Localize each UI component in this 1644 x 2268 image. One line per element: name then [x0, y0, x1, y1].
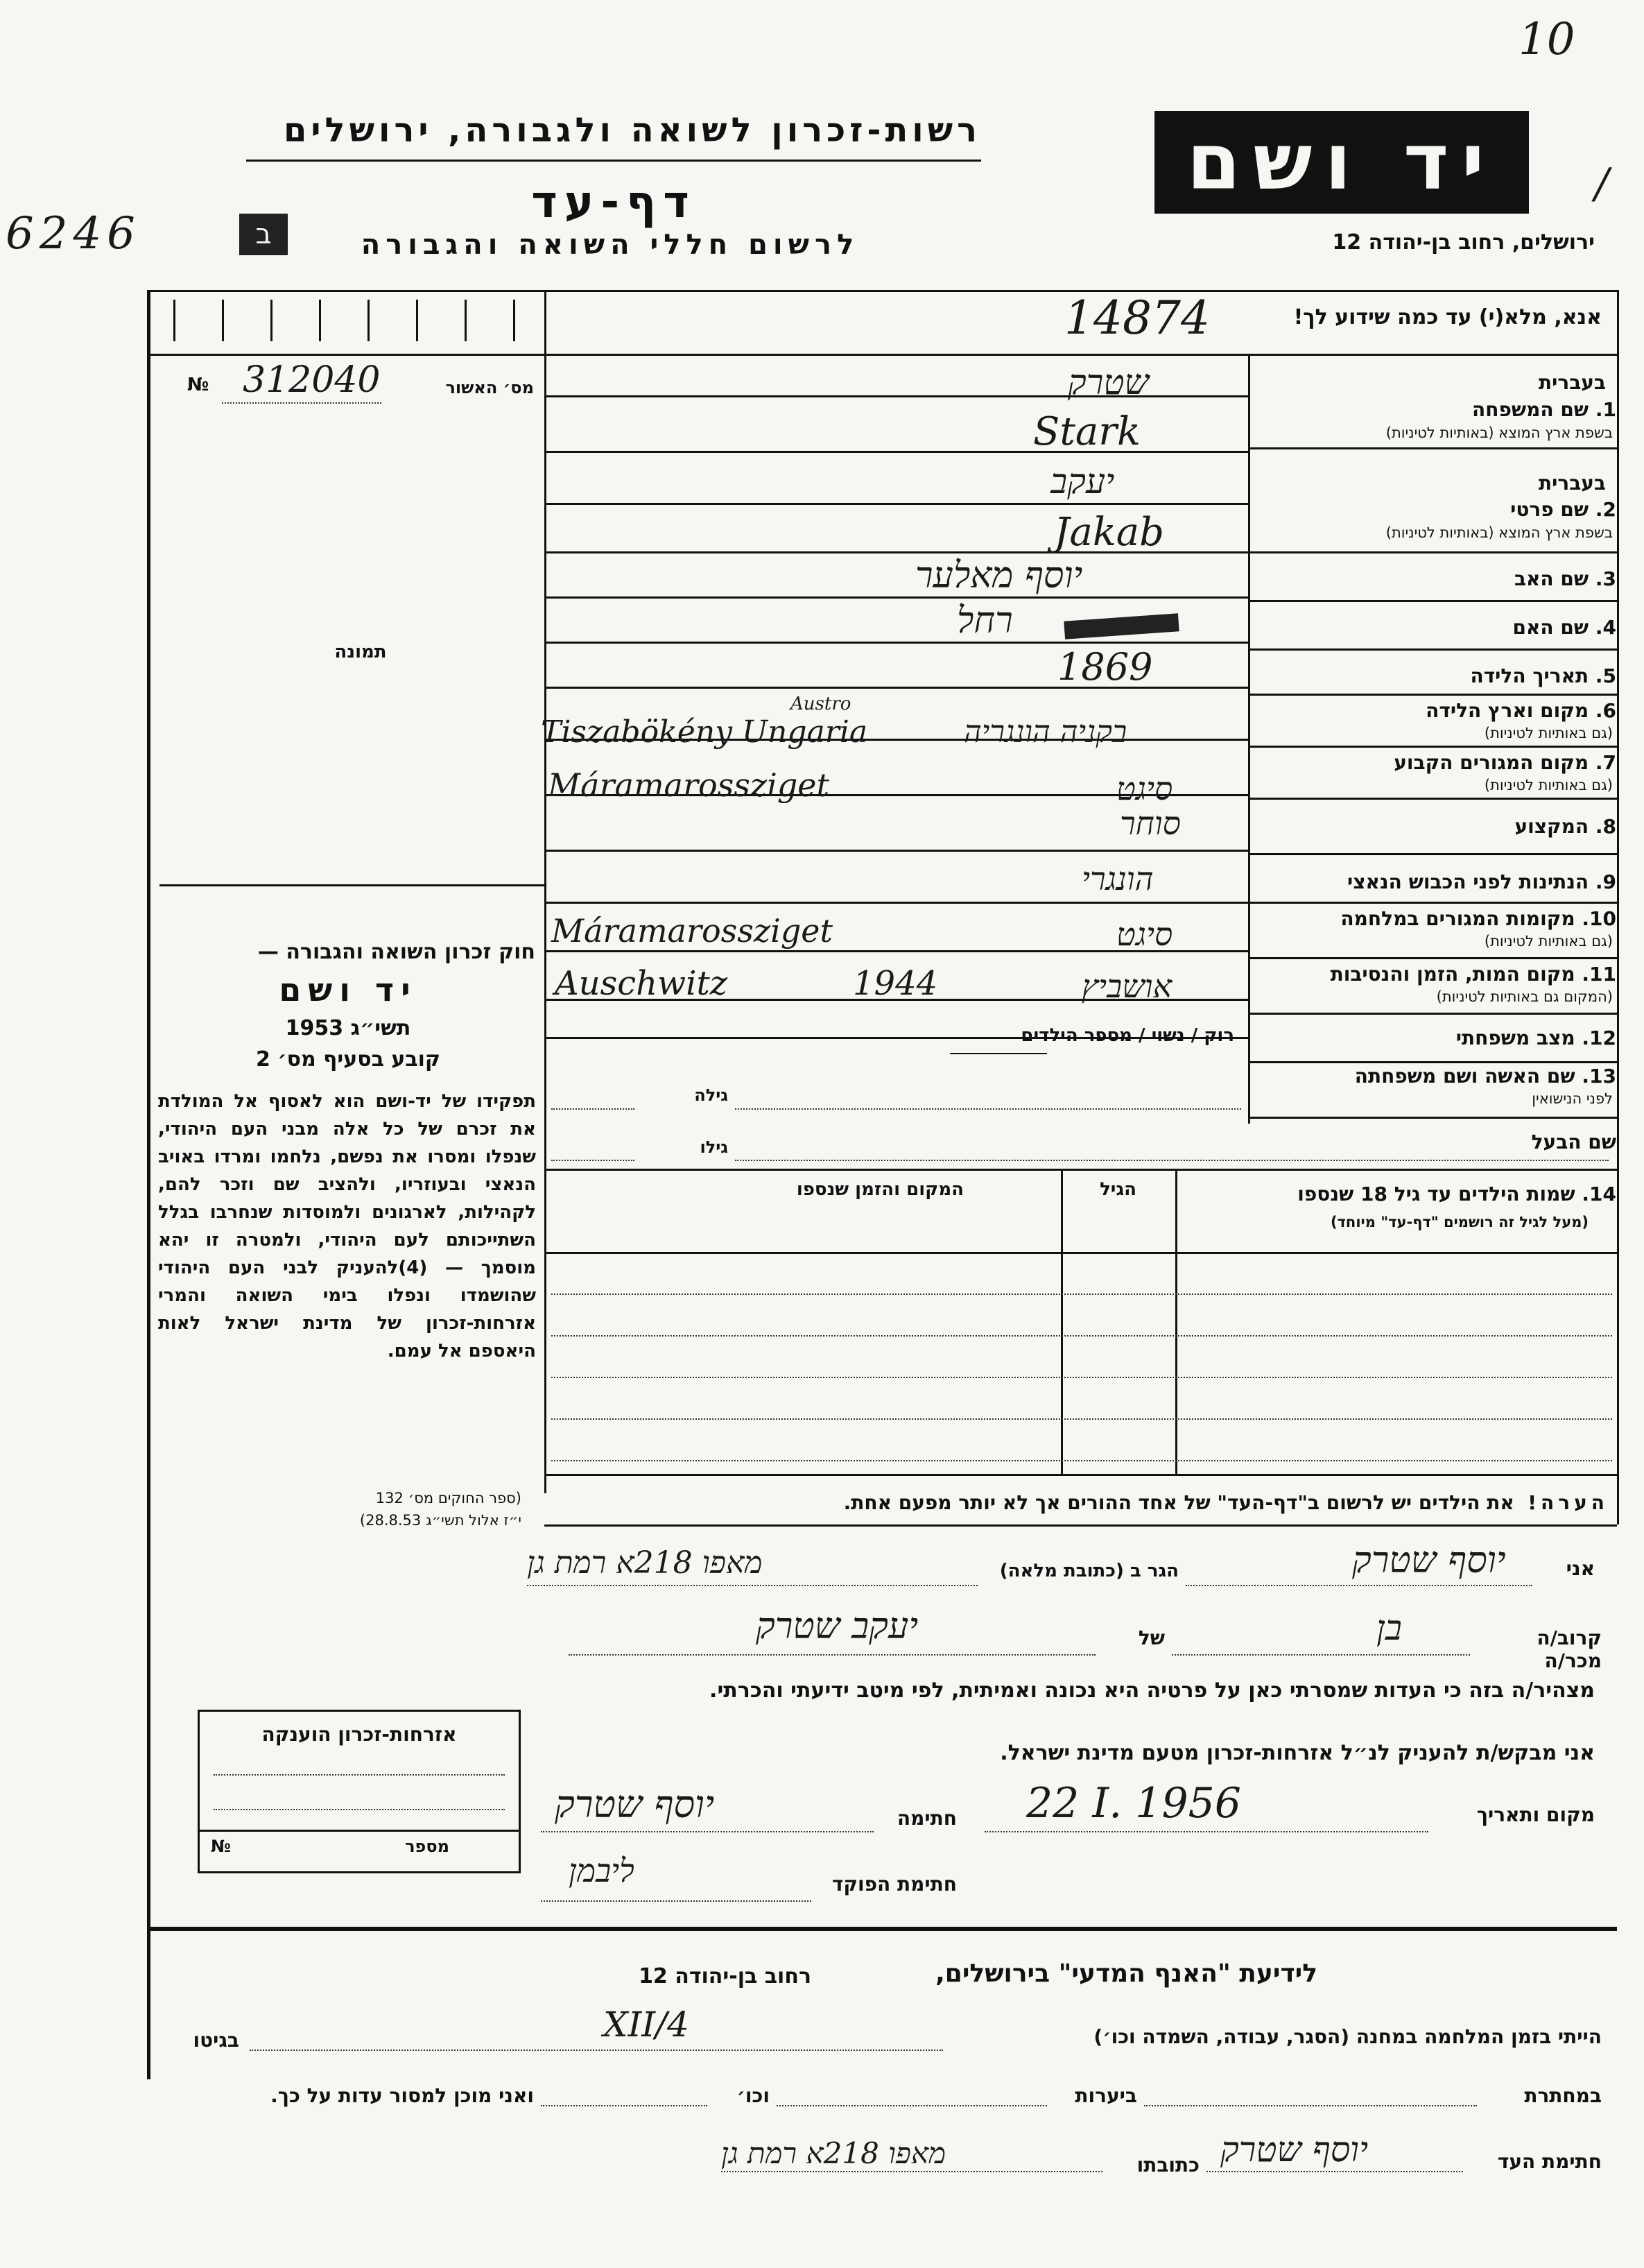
field-6-label: 6. מקום וארץ הלידה — [1426, 699, 1616, 722]
approval-label: מס׳ האשור — [445, 378, 534, 397]
field-3-label: 3. שם האב — [1514, 567, 1616, 590]
victim-name[interactable]: יעקב שטרק — [756, 1606, 919, 1647]
death-year-value[interactable]: 1944 — [853, 964, 938, 1003]
intro-number[interactable]: 14874 — [1064, 291, 1210, 345]
residence-hebrew-value[interactable]: סיגט — [1116, 770, 1173, 807]
fill-prompt: אנא, מלא(י) עד כמה שידוע לך! — [1293, 305, 1602, 329]
father-name-value[interactable]: יוסף מאלער — [915, 555, 1083, 596]
corner-tick: / — [1595, 160, 1609, 208]
declaration-date[interactable]: 22 I. 1956 — [1026, 1779, 1241, 1828]
stamp-letter: ב — [239, 214, 288, 255]
field-2-sub: בשפת ארץ המוצא (באותיות לטיניות) — [1385, 524, 1613, 541]
husband-age-label: גילו — [700, 1137, 728, 1157]
page-number: 10 — [1518, 14, 1575, 65]
wartime-residence-hebrew-value[interactable]: סיגט — [1116, 916, 1173, 953]
given-name-hebrew-value[interactable]: יעקב — [1050, 461, 1115, 501]
birth-place-hebrew-value[interactable]: בקניה הונגריה — [964, 714, 1127, 750]
yad-vashem-logo: יד ושם — [1154, 111, 1529, 214]
wartime-camp-label: הייתי בזמן המלחמה במחנה (הסגר, עבודה, השמדה וכו׳) — [1093, 2025, 1602, 2048]
children-sub: (מעל לגיל זה רושמים "דף-עד" מיוחד) — [1330, 1214, 1589, 1230]
ghetto-label: בגיטו — [193, 2029, 239, 2052]
field-1-hebrew-label: בעברית — [1538, 371, 1606, 394]
field-7-sub: (גם באותיות לטיניות) — [1484, 777, 1613, 793]
institution-address: ירושלים, רחוב בן-יהודה 12 — [1332, 230, 1595, 255]
wife-age-label: גילה — [694, 1085, 728, 1105]
field-12-label: 12. מצב משפחתי — [1455, 1026, 1616, 1049]
field-5-label: 5. תאריך הלידה — [1470, 664, 1616, 687]
law-body: תפקידו של יד-ושם הוא לאסוף אל המולדת את זכרם של כל אלה מבני העם היהודי, שנפלו ומסרו את נפשם, נלחמו ומרדו באויב הנאצי ובעוזריו, ולהציב שם וזכר להם, לקהילות, לארגונים ולמוסדות שנחרבו בגלל השתייכותם לעם היהודי, ולמטרה זו יהא מוסמך — (4)להעניק לבני העם היהודי שהושמדו ונפלו בימי השואה והמרי אזרחות-זכרון של מדינת ישראל לאות היאספם אל עמם. — [158, 1091, 536, 1361]
death-place-latin-value[interactable]: Auschwitz — [555, 964, 728, 1003]
field-13-label: 13. שם האשה ושם משפחתה — [1354, 1065, 1616, 1088]
children-title: 14. שמות הילדים עד גיל 18 שנספו — [1297, 1183, 1616, 1205]
witness-address[interactable]: מאפו 218א רמת גן — [721, 2136, 946, 2170]
law-ref-1: (ספר החוקים מס׳ 132 — [375, 1490, 521, 1506]
relation-value[interactable]: בן — [1376, 1608, 1402, 1648]
address-label: הגר ב (כתובת מלאה) — [999, 1561, 1179, 1581]
field-7-label: 7. מקום המגורים הקבוע — [1394, 751, 1616, 774]
of-label: של — [1138, 1626, 1165, 1649]
form-subtitle: לרשום חללי השואה והגבורה — [361, 229, 860, 261]
birth-date-value[interactable]: 1869 — [1057, 645, 1153, 689]
witness-address-label: כתובתו — [1136, 2154, 1200, 2176]
husband-name-label: שם הבעל — [1531, 1131, 1616, 1153]
given-name-latin-value[interactable]: Jakab — [1054, 510, 1165, 555]
place-date-label: מקום ותאריך — [1476, 1803, 1595, 1826]
field-6-sub: (גם באותיות לטיניות) — [1484, 725, 1613, 741]
children-note: הערה! את הילדים יש לרשום ב"דף-העד" של אחד ההורים אך לא יותר מפעם אחת. — [843, 1491, 1609, 1514]
birth-place-note: Austro — [790, 694, 851, 714]
law-ref-2: י״ז אלול תשי״ג 28.8.53) — [359, 1512, 521, 1529]
citizenship-number-label: מספר — [405, 1837, 449, 1856]
officer-signature-label: חתימת הפוקד — [831, 1873, 957, 1896]
citizenship-box — [198, 1710, 521, 1873]
field-1-sub: בשפת ארץ המוצא (באותיות לטיניות) — [1385, 424, 1613, 441]
law-clause: קובע בסעיף מס׳ 2 — [255, 1047, 441, 1072]
surname-hebrew-value[interactable]: שטרק — [1068, 362, 1149, 402]
field-10-label: 10. מקומות המגורים במלחמה — [1340, 907, 1616, 930]
citizenship-number-sign: № — [211, 1837, 231, 1856]
authority-name: רשות-זכרון לשואה ולגבורה, ירושלים — [283, 111, 981, 150]
lower-title: לידיעת "האנף המדעי" בירושלים, — [935, 1959, 1317, 1988]
children-place-header: המקום והזמן שנספו — [796, 1179, 964, 1200]
declaration-statement: מצהיר/ה בזה כי העדות שמסרתי כאן על פרטיה היא נכונה ואמיתית, לפי מיטב ידיעתי והכרתי. — [709, 1678, 1595, 1703]
field-2-hebrew-label: בעברית — [1538, 472, 1606, 495]
declarant-name[interactable]: יוסף שטרק — [1352, 1540, 1506, 1581]
etc-label: וכו׳ — [736, 2084, 770, 2107]
crossed-out-text — [1064, 613, 1179, 639]
death-place-hebrew-value[interactable]: אושביץ — [1082, 968, 1173, 1005]
citizenship-request: אני מבקש/ת להעניק לנ״ל אזרחות-זכרון מטעם מדינת ישראל. — [1000, 1741, 1595, 1765]
field-2-label: 2. שם פרטי — [1510, 498, 1616, 521]
signature-label: חתימה — [897, 1807, 957, 1830]
birth-place-latin-value[interactable]: Tiszabökény Ungaria — [541, 714, 868, 750]
law-year: תשי״ג 1953 — [285, 1016, 411, 1040]
lower-address: רחוב בן-יהודה 12 — [639, 1964, 811, 1988]
field-13-sub: לפני הנישואין — [1532, 1090, 1613, 1107]
approval-sign: № — [187, 375, 209, 395]
residence-latin-value[interactable]: Máramarossziget — [548, 766, 829, 804]
law-title: חוק זכרון השואה והגבורה — — [257, 940, 535, 964]
citizenship-box-title: אזרחות-זכרון הוענקה — [261, 1723, 457, 1746]
field-11-sub: (המקום גם באותיות לטיניות) — [1436, 988, 1613, 1005]
surname-latin-value[interactable]: Stark — [1033, 409, 1141, 454]
form-title: דף-עד — [531, 177, 696, 228]
i-label: אני — [1566, 1557, 1595, 1580]
field-11-label: 11. מקום המות, הזמן והנסיבות — [1330, 963, 1616, 986]
field-4-label: 4. שם האם — [1512, 616, 1616, 639]
witness-signature[interactable]: יוסף שטרק — [1220, 2129, 1369, 2170]
ready-statement: ואני מוכן למסור עדות על כך. — [270, 2084, 534, 2107]
declarant-address[interactable]: מאפו 218א רמת גן — [527, 1545, 763, 1581]
nationality-value[interactable]: הונגרי — [1082, 860, 1154, 897]
mother-name-value[interactable]: רחל — [957, 600, 1013, 642]
officer-signature[interactable]: ליבמן — [569, 1852, 634, 1889]
file-number: 6246 — [6, 208, 141, 259]
law-name: יד ושם — [279, 971, 417, 1008]
photo-area: תמונה — [334, 642, 387, 662]
witness-signature-label: חתימת העד — [1497, 2150, 1602, 2173]
field-10-sub: (גם באותיות לטיניות) — [1484, 933, 1613, 950]
relation-label: קרוב/ה מכר/ה — [1537, 1626, 1602, 1672]
children-age-header: הגיל — [1100, 1179, 1136, 1200]
field-8-label: 8. המקצוע — [1514, 815, 1616, 838]
underground-label: במחתרת — [1524, 2084, 1602, 2107]
camp-value[interactable]: XII/4 — [603, 2004, 689, 2045]
field-1-label: 1. שם המשפחה — [1472, 398, 1616, 421]
wartime-residence-latin-value[interactable]: Máramarossziget — [551, 912, 833, 950]
field-9-label: 9. הנתינות לפני הכבוש הנאצי — [1347, 870, 1616, 893]
forests-label: ביערות — [1075, 2084, 1137, 2107]
declarant-signature[interactable]: יוסף שטרק — [555, 1782, 715, 1826]
profession-value[interactable]: סוחר — [1120, 805, 1181, 842]
approval-number[interactable]: 312040 — [243, 359, 381, 401]
marital-status-options[interactable]: רוק / נשוי / מספר הילדים — [1021, 1025, 1234, 1046]
